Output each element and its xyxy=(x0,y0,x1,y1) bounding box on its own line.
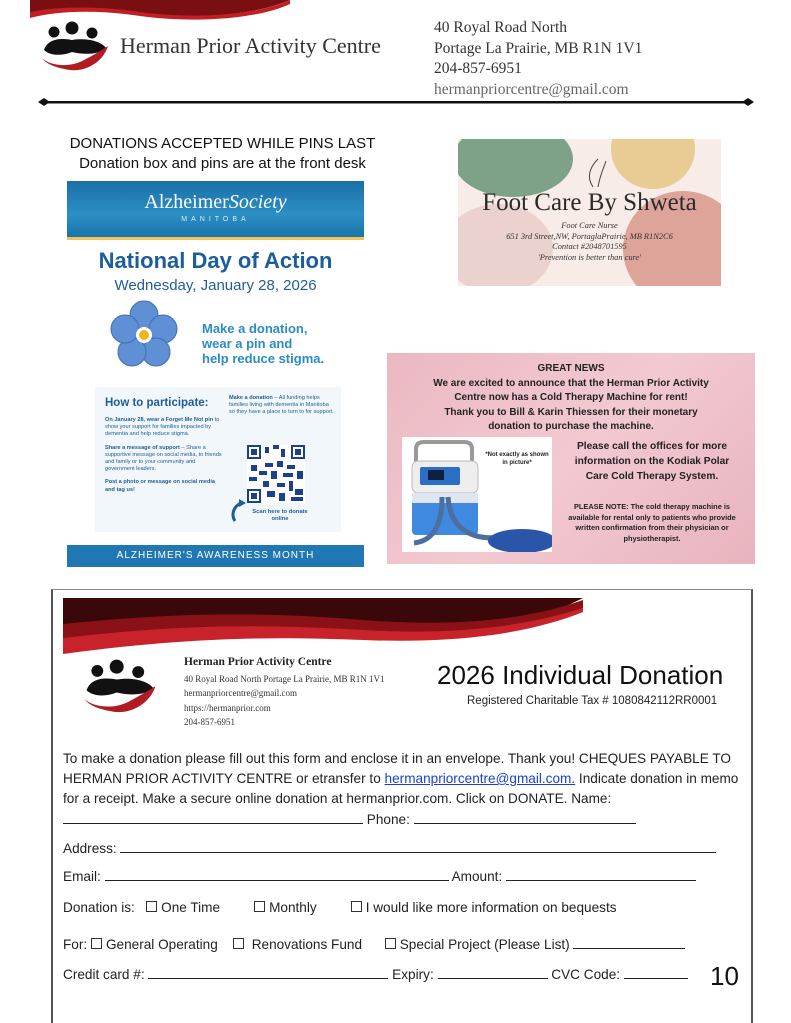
address-line-2: Portage La Prairie, MB R1N 1V1 xyxy=(434,39,643,57)
alzheimer-brand xyxy=(67,191,364,214)
instructions-text-2: Indicate donation in memo for a receipt. Make a secure online donation at hermanprior.com. Click on DONATE. Name: xyxy=(63,771,739,806)
general-operating-label: General Operating xyxy=(105,937,218,952)
fund-row xyxy=(63,934,685,952)
form-org-email[interactable]: hermanpriorcentre@gmail.com xyxy=(184,688,297,699)
brand-main: Alzheimer xyxy=(144,191,229,213)
foot-care-address: 651 3rd Street,NW, PortaglaPrairie, MB R1N2C6 xyxy=(506,231,673,241)
form-tax-number: Registered Charitable Tax # 1080842112RR0001 xyxy=(467,695,718,707)
step-2-bold: Share a message of support xyxy=(105,444,180,451)
slogan-line: help reduce stigma. xyxy=(202,351,325,366)
alzheimer-flyer xyxy=(67,181,364,567)
foot-care-contact: Contact #2048701595 xyxy=(552,242,627,252)
address-label: Address: xyxy=(63,841,117,856)
credit-card-field[interactable] xyxy=(148,964,388,979)
foot-care-details xyxy=(458,221,721,263)
great-news-line: donation to purchase the machine. xyxy=(488,421,654,432)
org-email[interactable]: hermanpriorcentre@gmail.com xyxy=(434,80,629,98)
step-3 xyxy=(105,479,223,493)
donate-text: – All funding helps families living with dementia in Manitoba so they have a place to turn to for support. xyxy=(229,395,334,416)
call-offices-text: Please call the offices for more information on the Kodiak Polar Care Cold Therapy System. xyxy=(574,441,730,482)
step-1-text: to show your support for families impacted by dementia and help reduce stigma. xyxy=(105,417,220,438)
address-line-1: 40 Royal Road North xyxy=(434,19,568,36)
great-news-line: Centre now has a Cold Therapy Machine for rent! xyxy=(454,392,688,403)
phone-field[interactable] xyxy=(414,809,636,824)
great-news-heading: GREAT NEWS xyxy=(537,363,605,374)
pins-notice-line1: DONATIONS ACCEPTED WHILE PINS LAST xyxy=(69,135,376,152)
great-news-header xyxy=(387,362,755,435)
alzheimer-region: MANITOBA xyxy=(181,216,250,223)
email-amount-row xyxy=(63,866,696,884)
step-3-bold: Post a photo or message on social media and tag us! xyxy=(105,479,216,493)
step-1-bold: On January 28, wear a Forget Me Not pin xyxy=(105,417,214,423)
flyer-date: Wednesday, January 28, 2026 xyxy=(114,277,317,294)
foot-care-role: Foot Care Nurse xyxy=(561,221,618,230)
slogan-line: Make a donation, xyxy=(202,321,308,336)
rental-note: PLEASE NOTE: The cold therapy machine is available for rental only to patients who provide written confirmation from their physician or physiotherapist. xyxy=(568,502,736,543)
donate-info xyxy=(229,395,335,417)
great-news-line: We are excited to announce that the Herman Prior Activity xyxy=(433,377,709,389)
cvc-label: CVC Code: xyxy=(551,967,621,982)
amount-label: Amount: xyxy=(451,869,503,884)
name-field[interactable] xyxy=(63,809,363,824)
form-org-name: Herman Prior Activity Centre xyxy=(184,656,332,668)
great-news-card xyxy=(387,353,755,564)
expiry-label: Expiry: xyxy=(392,967,434,982)
bequests-label: I would like more information on bequests xyxy=(365,900,617,915)
form-org-address: 40 Royal Road North Portage La Prairie, MB R1N 1V1 xyxy=(184,674,385,684)
form-title: 2026 Individual Donation xyxy=(437,660,724,690)
donation-is-label: Donation is: xyxy=(63,900,135,915)
foot-care-card xyxy=(458,139,721,286)
one-time-label: One Time xyxy=(161,900,221,915)
expiry-field[interactable] xyxy=(438,964,548,979)
image-disclaimer: *Not exactly as shown in picture* xyxy=(485,452,549,466)
one-time-checkbox[interactable] xyxy=(146,901,157,912)
donation-form xyxy=(51,589,753,1023)
form-red-wave xyxy=(63,594,583,654)
monthly-checkbox[interactable] xyxy=(254,901,265,912)
donate-bold: Make a donation xyxy=(229,395,273,401)
forget-me-not-flower-icon xyxy=(109,299,179,369)
donation-type-row xyxy=(63,900,617,915)
awareness-month-banner: ALZHEIMER'S AWARENESS MONTH xyxy=(67,545,364,567)
cvc-field[interactable] xyxy=(624,964,688,979)
pins-notice xyxy=(50,134,395,174)
address-row xyxy=(63,838,716,856)
brand-italic: Society xyxy=(228,191,287,213)
credit-card-label: Credit card #: xyxy=(63,967,145,982)
page-number: 10 xyxy=(710,961,739,991)
general-operating-checkbox[interactable] xyxy=(91,938,102,949)
qr-code-icon[interactable] xyxy=(247,445,305,503)
how-steps xyxy=(105,417,223,500)
amount-field[interactable] xyxy=(506,866,696,881)
bequests-checkbox[interactable] xyxy=(351,901,362,912)
etransfer-email-link[interactable]: hermanpriorcentre@gmail.com. xyxy=(384,771,576,786)
special-project-checkbox[interactable] xyxy=(385,938,396,949)
foot-care-tagline: 'Prevention is better than cure' xyxy=(538,252,641,262)
instructions-text: To make a donation please fill out this form and enclose it in an envelope. Thank you! CHEQUES PAYABLE TO HERMAN PRIOR ACTIVITY CENTRE or etransfer to xyxy=(63,751,731,786)
org-name: Herman Prior Activity Centre xyxy=(120,33,381,58)
flyer-title: National Day of Action xyxy=(98,248,333,273)
monthly-label: Monthly xyxy=(269,900,317,915)
form-instructions xyxy=(63,749,743,830)
slogan-line: wear a pin and xyxy=(202,336,293,351)
renovations-label: Renovations Fund xyxy=(251,937,363,952)
great-news-line: Thank you to Bill & Karin Thiessen for their monetary xyxy=(444,406,698,418)
form-org-phone: 204-857-6951 xyxy=(184,717,235,728)
renovations-checkbox[interactable] xyxy=(233,938,244,949)
foot-care-title: Foot Care By Shweta xyxy=(482,189,697,216)
form-org-website[interactable]: https://hermanprior.com xyxy=(184,702,271,713)
pins-notice-line2: Donation box and pins are at the front desk xyxy=(79,155,366,172)
address-field[interactable] xyxy=(120,838,716,853)
email-field[interactable] xyxy=(105,866,449,881)
special-project-label: Special Project (Please List) xyxy=(399,937,570,952)
scan-to-donate: Scan here to donate online xyxy=(252,509,308,522)
payment-row xyxy=(63,964,688,982)
org-phone: 204-857-6951 xyxy=(434,60,522,77)
step-1 xyxy=(105,417,223,439)
org-contact-block xyxy=(434,18,642,100)
email-label: Email: xyxy=(63,869,101,884)
for-label: For: xyxy=(63,937,88,952)
flyer-slogan xyxy=(202,321,324,366)
org-logo-icon xyxy=(40,20,112,72)
phone-label: Phone: xyxy=(366,812,410,827)
step-2-text: – Share a supportive message on social media, to friends and family or to your community and government leaders. xyxy=(105,444,222,473)
form-logo-icon xyxy=(81,658,161,714)
form-org-info xyxy=(184,672,384,730)
header-divider xyxy=(38,98,754,106)
how-title: How to participate: xyxy=(105,397,209,409)
step-2 xyxy=(105,445,223,474)
header-red-wave xyxy=(30,0,290,20)
how-to-participate-box xyxy=(95,387,341,532)
special-project-field[interactable] xyxy=(573,934,685,949)
